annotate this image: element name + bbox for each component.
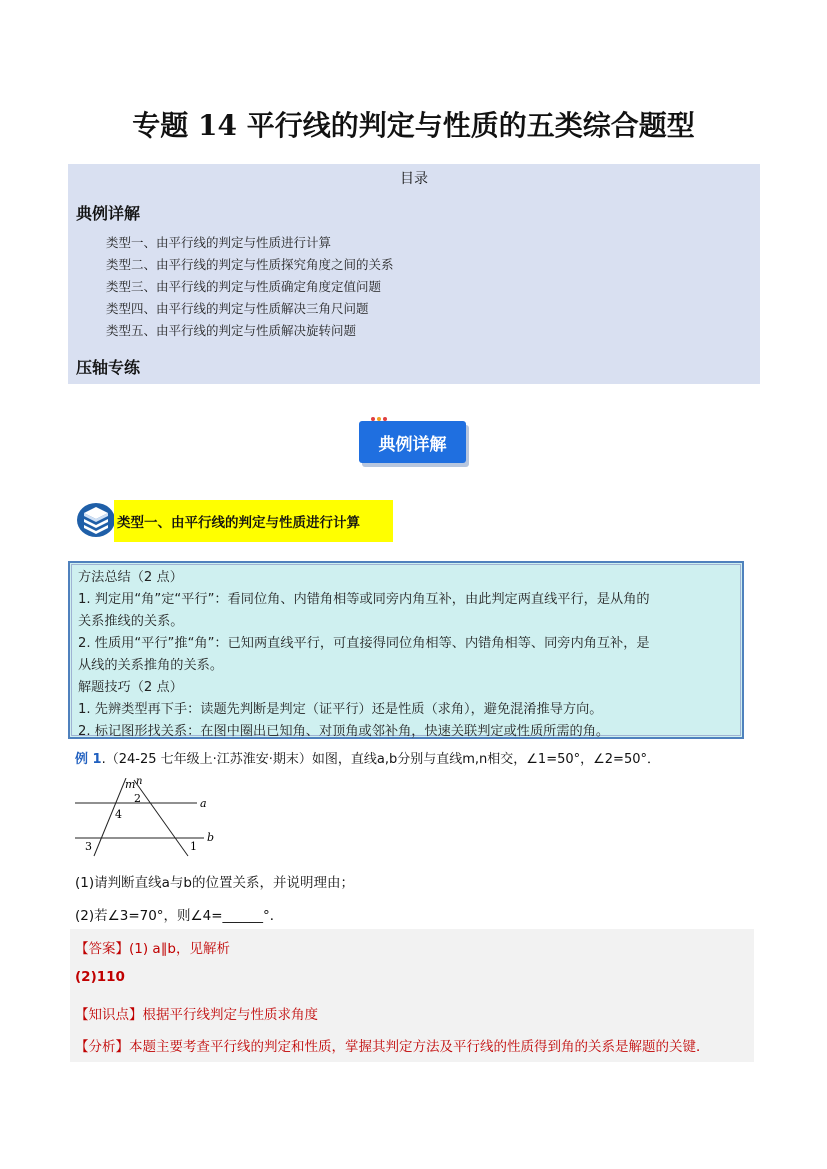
method-line: 从线的关系推角的关系。 bbox=[78, 658, 224, 673]
knowledge-tag: 【知识点】 bbox=[75, 1007, 143, 1023]
page-title: 专题 14 平行线的判定与性质的五类综合题型 bbox=[132, 109, 695, 142]
answer-tag: 【答案】 bbox=[75, 941, 129, 957]
method-summary-box bbox=[68, 561, 744, 739]
method-line: 1. 判定用“角”定“平行”：看同位角、内错角相等或同旁内角互补，由此判定两直线平行，是从角的 bbox=[78, 592, 650, 607]
label-n: n bbox=[136, 778, 143, 787]
method-line: 方法总结（2 点） bbox=[78, 570, 183, 585]
label-4: 4 bbox=[115, 808, 122, 821]
label-a: a bbox=[200, 797, 207, 810]
toc-item-type4[interactable]: 类型四、由平行线的判定与性质解决三角尺问题 bbox=[106, 301, 369, 316]
toc-section-practice[interactable]: 压轴专练 bbox=[76, 358, 141, 377]
method-line: 2. 标记图形找关系：在图中圈出已知角、对顶角或邻补角，快速关联判定或性质所需的角。 bbox=[78, 724, 610, 739]
toc-item-type3[interactable]: 类型三、由平行线的判定与性质确定角度定值问题 bbox=[106, 279, 382, 294]
analysis-text: 本题主要考查平行线的判定和性质，掌握其判定方法及平行线的性质得到角的关系是解题的关键． bbox=[129, 1039, 710, 1055]
parallel-lines-diagram bbox=[70, 778, 220, 858]
answer-box bbox=[70, 929, 754, 1062]
type-banner: 类型一、由平行线的判定与性质进行计算 bbox=[114, 500, 393, 542]
knowledge-point: 根据平行线判定与性质求角度 bbox=[142, 1007, 318, 1023]
toc-item-type2[interactable]: 类型二、由平行线的判定与性质探究角度之间的关系 bbox=[106, 257, 394, 272]
question-2: (2)若∠3=70°，则∠4=______°． bbox=[75, 908, 284, 924]
method-line: 2. 性质用“平行”推“角”：已知两直线平行，可直接得同位角相等、内错角相等、同旁内角互补，是 bbox=[78, 636, 650, 651]
toc-heading: 目录 bbox=[400, 171, 428, 187]
section-badge: 典例详解 bbox=[359, 421, 466, 463]
answer-1: (1) a∥b，见解析 bbox=[129, 941, 231, 957]
example-question bbox=[75, 748, 660, 767]
toc-section-examples[interactable]: 典例详解 bbox=[76, 204, 141, 223]
label-1: 1 bbox=[190, 840, 197, 853]
method-line: 关系推线的关系。 bbox=[78, 614, 184, 629]
analysis-tag: 【分析】 bbox=[75, 1039, 129, 1055]
example-text: .（24-25 七年级上·江苏淮安·期末）如图，直线a,b分别与直线m,n相交，∠1=50°，∠2=50°． bbox=[101, 752, 660, 767]
toc-item-type5[interactable]: 类型五、由平行线的判定与性质解决旋转问题 bbox=[106, 323, 357, 338]
book-stack-icon bbox=[76, 500, 116, 540]
label-b: b bbox=[207, 831, 215, 844]
question-1: (1)请判断直线a与b的位置关系，并说明理由； bbox=[75, 875, 354, 891]
method-line: 解题技巧（2 点） bbox=[78, 680, 183, 695]
table-of-contents bbox=[68, 164, 760, 384]
answer-2: (2)110 bbox=[75, 969, 125, 985]
method-line: 1. 先辨类型再下手：读题先判断是判定（证平行）还是性质（求角），避免混淆推导方向。 bbox=[78, 702, 603, 717]
toc-item-type1[interactable]: 类型一、由平行线的判定与性质进行计算 bbox=[106, 235, 332, 250]
label-2: 2 bbox=[134, 792, 141, 805]
label-3: 3 bbox=[85, 840, 92, 853]
label-m: m bbox=[125, 778, 136, 791]
example-label: 例 1 bbox=[75, 752, 102, 767]
